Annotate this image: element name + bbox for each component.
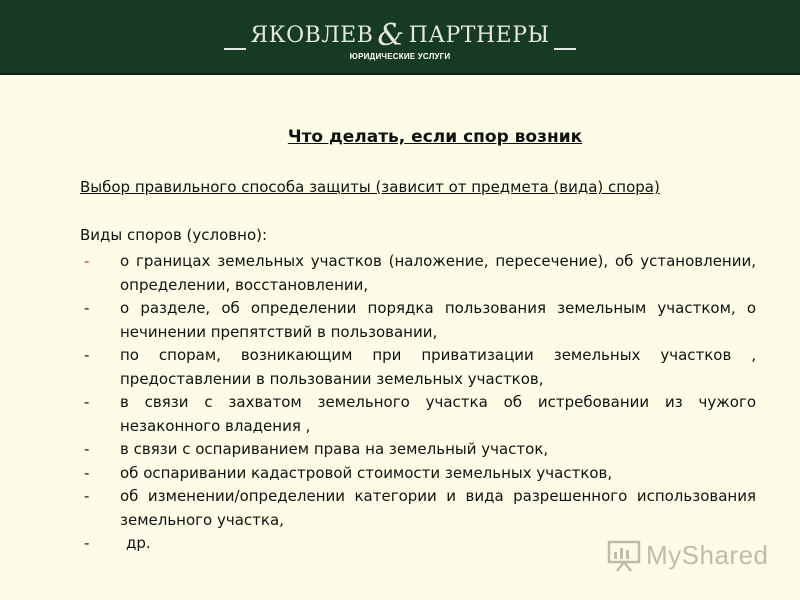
brand-logo [0,18,800,53]
brand-line-left [224,48,246,50]
watermark-text: MyShared [646,540,769,570]
dispute-types-list [80,250,756,556]
slide-header [0,0,800,75]
myshared-watermark [606,538,769,574]
brand-line-right [554,48,576,50]
brand-tagline: ЮРИДИЧЕСКИЕ УСЛУГИ [349,52,451,61]
brand-ampersand: & [377,18,405,53]
list-item-text: др. [126,534,151,552]
slide-title: Что делать, если спор возник [287,127,583,147]
brand-wordmark [224,18,575,53]
list-bullet: - [84,534,90,552]
list-item [80,250,756,297]
list-item [80,297,756,344]
slide-subtitle: Выбор правильного способа защиты (зависит от предмета (вида) спора) [80,178,660,196]
list-item [80,485,756,532]
list-bullet: - [84,393,90,411]
list-item [80,462,756,486]
list-item [80,344,756,391]
list-bullet: - [84,463,90,482]
list-intro: Виды споров (условно): [80,226,268,244]
list-item-text: в связи с оспариванием права на земельный участок, [120,440,549,458]
brand-name-right: ПАРТНЕРЫ [408,23,550,48]
list-item-text: в связи с захватом земельного участка об истребовании из чужого незаконного владения , [120,393,756,435]
list-item-text: по спорам, возникающим при приватизации земельных участков , предоставлении в пользовании земельных участков, [120,346,756,388]
list-item [80,391,756,438]
list-bullet: - [84,346,90,364]
list-bullet: - [84,252,90,270]
list-bullet: - [84,299,90,317]
list-item [80,438,756,462]
list-item-text: об изменении/определении категории и вида разрешенного использования земельного участка, [120,487,756,529]
list-bullet: - [84,487,90,505]
presentation-board-icon [606,538,642,574]
list-item-text: об оспаривании кадастровой стоимости земельных участков, [120,463,613,482]
list-item-text: о разделе, об определении порядка пользования земельным участком, о нечинении препятствий в пользовании, [120,299,756,341]
brand-name-left: ЯКОВЛЕВ [250,23,374,48]
list-item-text: о границах земельных участков (наложение, пересечение), об установлении, определении, восстановлении, [120,252,756,294]
list-bullet: - [84,440,90,458]
